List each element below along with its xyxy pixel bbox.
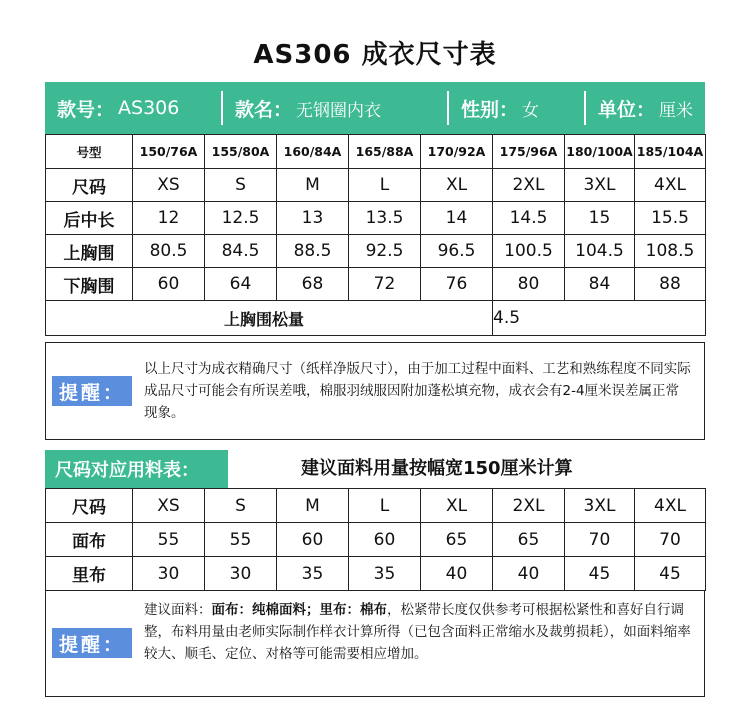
table-cell: 65 [493, 523, 565, 557]
table-cell: 12 [133, 202, 205, 235]
table-cell: 150/76A [133, 135, 205, 169]
table-cell: 84 [565, 268, 635, 301]
table-cell: 55 [133, 523, 205, 557]
table-cell: XS [133, 169, 205, 202]
table-cell: 60 [133, 268, 205, 301]
table-row [46, 557, 706, 591]
reminder-rest: ，松紧带长度仅供参考可根据松紧性和喜好自行调整，布料用量由老师实际制作样衣计算所得（已包含面料正常缩水及裁剪损耗），如面料缩率较大、顺毛、定位、对格等可能需要相应增加。 [144, 602, 691, 662]
table-cell: 72 [349, 268, 421, 301]
lining-fabric-label: 里布：棉布 [319, 602, 387, 618]
table-cell: 12.5 [205, 202, 277, 235]
table-cell: S [205, 489, 277, 523]
table-cell: 30 [205, 557, 277, 591]
table-cell: S [205, 169, 277, 202]
table-cell: XS [133, 489, 205, 523]
table-row [46, 135, 706, 169]
table-cell: 180/100A [565, 135, 635, 169]
table-row [46, 523, 706, 557]
table-cell: 170/92A [421, 135, 493, 169]
reminder-prefix: 建议面料： [144, 602, 212, 618]
table-cell: 13 [277, 202, 349, 235]
table-cell: L [349, 489, 421, 523]
table-cell: 80.5 [133, 235, 205, 268]
table-cell: 3XL [565, 169, 635, 202]
table-cell: 45 [635, 557, 706, 591]
table-row [46, 169, 706, 202]
table-cell: 96.5 [421, 235, 493, 268]
table-cell: 35 [277, 557, 349, 591]
table-cell: XL [421, 169, 493, 202]
reminder-text-2 [144, 599, 692, 665]
gender-cell [449, 82, 584, 134]
table-cell: 70 [635, 523, 706, 557]
table-cell: 40 [493, 557, 565, 591]
style-no-label: 款号： [57, 98, 115, 121]
reminder-text: 以上尺寸为成衣精确尺寸（纸样净版尺寸），由于加工过程中面料、工艺和熟练程度不同实际成品尺寸可能会有所误差哦，棉服羽绒服因附加蓬松填充物，成衣会有2-4厘米误差属正常现象。 [144, 361, 691, 421]
table-cell: 64 [205, 268, 277, 301]
row-label: 面布 [46, 523, 133, 557]
table-cell: 13.5 [349, 202, 421, 235]
reminder-button-2[interactable]: 提醒： [52, 628, 132, 658]
fabric-tag: 尺码对应用料表： [45, 450, 228, 488]
table-cell: 40 [421, 557, 493, 591]
table-cell: XL [421, 489, 493, 523]
table-cell: 185/104A [635, 135, 706, 169]
table-cell: 30 [133, 557, 205, 591]
fabric-section-header [45, 450, 705, 488]
row-label: 后中长 [46, 202, 133, 235]
ease-label: 上胸围松量 [46, 301, 493, 336]
table-cell: 160/84A [277, 135, 349, 169]
page-title: AS306 成衣尺寸表 [253, 40, 497, 70]
table-cell: 76 [421, 268, 493, 301]
table-cell: 175/96A [493, 135, 565, 169]
row-label: 尺码 [46, 169, 133, 202]
ease-row [46, 301, 706, 336]
table-cell: 15.5 [635, 202, 706, 235]
table-row [46, 235, 706, 268]
style-no-cell [45, 82, 221, 134]
table-cell: 55 [205, 523, 277, 557]
face-fabric-label: 面布：纯棉面料； [211, 602, 320, 618]
unit-cell [586, 82, 705, 134]
fabric-table [45, 488, 706, 591]
table-cell: 35 [349, 557, 421, 591]
row-label: 上胸围 [46, 235, 133, 268]
table-cell: 15 [565, 202, 635, 235]
table-cell: 84.5 [205, 235, 277, 268]
table-cell: 45 [565, 557, 635, 591]
gender-label: 性别： [461, 98, 519, 121]
table-cell: 88 [635, 268, 706, 301]
table-cell: M [277, 169, 349, 202]
table-cell: 65 [421, 523, 493, 557]
row-label: 号型 [46, 135, 133, 169]
table-cell: 70 [565, 523, 635, 557]
table-cell: 80 [493, 268, 565, 301]
table-cell: 2XL [493, 169, 565, 202]
ease-value: 4.5 [493, 301, 706, 336]
fabric-note: 建议面料用量按幅宽150厘米计算 [301, 458, 573, 479]
table-cell: 60 [277, 523, 349, 557]
table-row [46, 202, 706, 235]
gender-value: 女 [522, 100, 540, 121]
unit-value: 厘米 [659, 100, 694, 121]
table-cell: 92.5 [349, 235, 421, 268]
table-row [46, 489, 706, 523]
table-cell: 4XL [635, 489, 706, 523]
table-cell: 104.5 [565, 235, 635, 268]
style-name-label: 款名： [235, 98, 293, 121]
style-name-cell [223, 82, 447, 134]
row-label: 里布 [46, 557, 133, 591]
table-cell: 2XL [493, 489, 565, 523]
info-banner [45, 82, 705, 134]
table-cell: 3XL [565, 489, 635, 523]
table-cell: 68 [277, 268, 349, 301]
table-cell: 155/80A [205, 135, 277, 169]
style-no-value: AS306 [118, 97, 180, 119]
table-cell: 88.5 [277, 235, 349, 268]
unit-label: 单位： [598, 98, 656, 121]
row-label: 下胸围 [46, 268, 133, 301]
style-name-value: 无钢圈内衣 [296, 100, 382, 121]
table-cell: 100.5 [493, 235, 565, 268]
table-cell: L [349, 169, 421, 202]
reminder-button[interactable]: 提醒： [52, 376, 132, 406]
table-cell: 165/88A [349, 135, 421, 169]
table-cell: 14 [421, 202, 493, 235]
table-cell: 60 [349, 523, 421, 557]
table-cell: 14.5 [493, 202, 565, 235]
table-cell: 4XL [635, 169, 706, 202]
table-row [46, 268, 706, 301]
table-cell: M [277, 489, 349, 523]
table-cell: 108.5 [635, 235, 706, 268]
row-label: 尺码 [46, 489, 133, 523]
size-table [45, 134, 706, 336]
